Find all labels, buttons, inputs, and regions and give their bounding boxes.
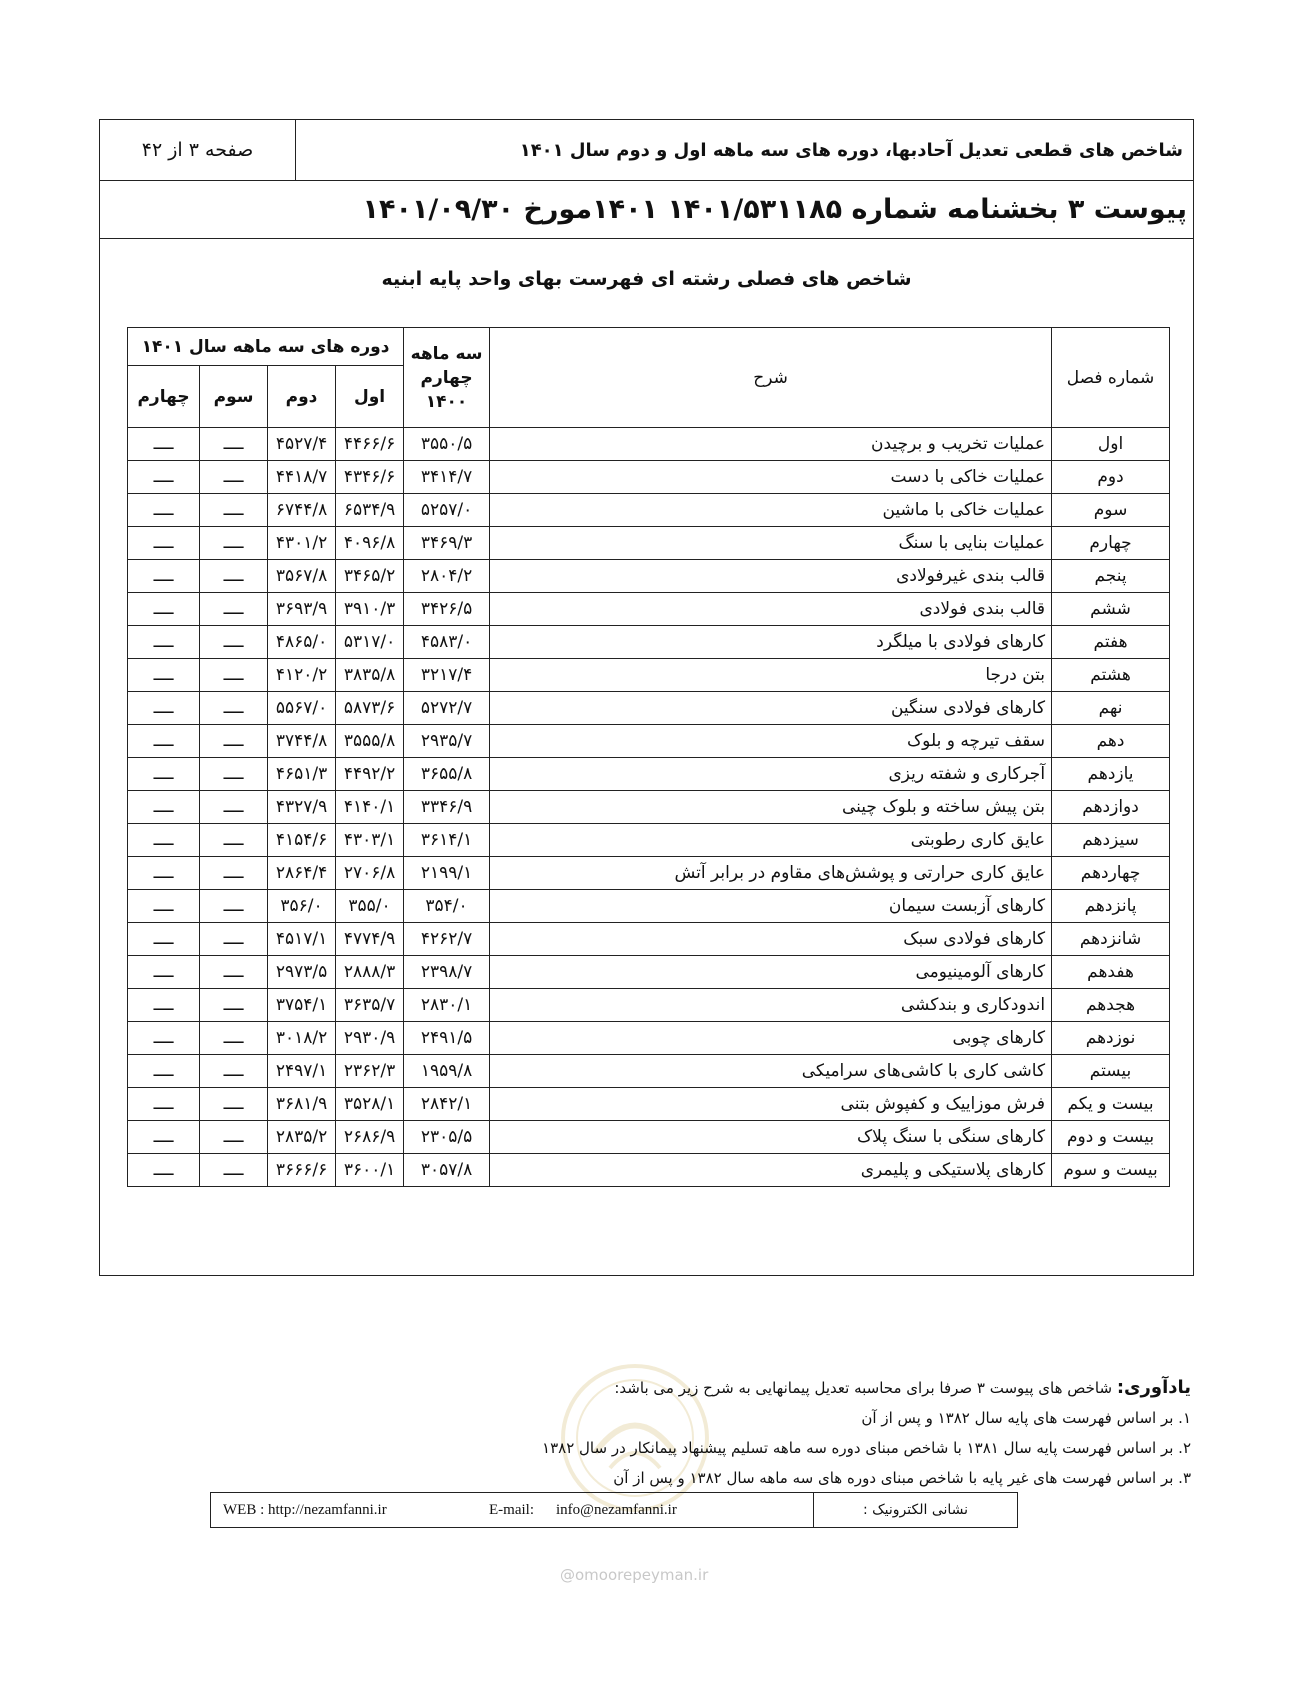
cell-q2: ۲۸۳۵/۲ — [268, 1121, 336, 1154]
cell-chapter: یازدهم — [1052, 758, 1170, 791]
cell-description: عایق کاری حرارتی و پوشش‌های مقاوم در برابر آتش — [490, 857, 1052, 890]
header-chapter: شماره فصل — [1052, 328, 1170, 428]
header-quarter-group: دوره های سه ماهه سال ۱۴۰۱ — [128, 328, 404, 366]
cell-q4: ــــ — [128, 791, 200, 824]
cell-q2: ۳۶۸۱/۹ — [268, 1088, 336, 1121]
cell-q4: ــــ — [128, 890, 200, 923]
cell-base-quarter: ۳۴۲۶/۵ — [404, 593, 490, 626]
cell-chapter: هشتم — [1052, 659, 1170, 692]
header-q1: اول — [336, 366, 404, 428]
cell-q3: ــــ — [200, 593, 268, 626]
contact-email-group — [489, 1493, 677, 1527]
notes-intro: شاخص های پیوست ۳ صرفا برای محاسبه تعدیل پیمانهایی به شرح زیر می باشد: — [614, 1379, 1117, 1397]
cell-q4: ــــ — [128, 923, 200, 956]
cell-description: کارهای پلاستیکی و پلیمری — [490, 1154, 1052, 1187]
cell-q2: ۶۷۴۴/۸ — [268, 494, 336, 527]
cell-q1: ۴۷۷۴/۹ — [336, 923, 404, 956]
cell-base-quarter: ۲۳۰۵/۵ — [404, 1121, 490, 1154]
cell-q2: ۳۷۵۴/۱ — [268, 989, 336, 1022]
cell-description: بتن پیش ساخته و بلوک چینی — [490, 791, 1052, 824]
table-row — [128, 890, 1170, 923]
cell-base-quarter: ۳۴۶۹/۳ — [404, 527, 490, 560]
cell-description: کارهای چوبی — [490, 1022, 1052, 1055]
cell-chapter: چهاردهم — [1052, 857, 1170, 890]
table-caption: شاخص های فصلی رشته ای فهرست بهای واحد پایه ابنیه — [381, 268, 912, 290]
cell-description: اندودکاری و بندکشی — [490, 989, 1052, 1022]
table-row — [128, 1055, 1170, 1088]
cell-q2: ۵۵۶۷/۰ — [268, 692, 336, 725]
cell-q1: ۳۹۱۰/۳ — [336, 593, 404, 626]
header-row — [100, 120, 1193, 181]
cell-q1: ۶۵۳۴/۹ — [336, 494, 404, 527]
table-body — [128, 428, 1170, 1187]
cell-q3: ــــ — [200, 626, 268, 659]
table-row — [128, 1154, 1170, 1187]
cell-description: عملیات تخریب و برچیدن — [490, 428, 1052, 461]
cell-q3: ــــ — [200, 824, 268, 857]
cell-q4: ــــ — [128, 461, 200, 494]
cell-q2: ۲۹۷۳/۵ — [268, 956, 336, 989]
cell-chapter: پنجم — [1052, 560, 1170, 593]
cell-description: کارهای فولادی با میلگرد — [490, 626, 1052, 659]
cell-chapter: اول — [1052, 428, 1170, 461]
table-row — [128, 428, 1170, 461]
cell-base-quarter: ۵۲۷۲/۷ — [404, 692, 490, 725]
subtitle-row — [100, 181, 1193, 239]
cell-q2: ۳۵۶/۰ — [268, 890, 336, 923]
table-row — [128, 692, 1170, 725]
cell-q3: ــــ — [200, 527, 268, 560]
cell-q2: ۴۵۲۷/۴ — [268, 428, 336, 461]
cell-chapter: سوم — [1052, 494, 1170, 527]
cell-base-quarter: ۳۰۵۷/۸ — [404, 1154, 490, 1187]
cell-q3: ــــ — [200, 1022, 268, 1055]
notes-lead: یادآوری: — [1116, 1377, 1191, 1398]
cell-q1: ۴۰۹۶/۸ — [336, 527, 404, 560]
cell-q1: ۲۶۸۶/۹ — [336, 1121, 404, 1154]
cell-chapter: بیست و دوم — [1052, 1121, 1170, 1154]
cell-base-quarter: ۳۴۱۴/۷ — [404, 461, 490, 494]
header-q2: دوم — [268, 366, 336, 428]
cell-q2: ۴۵۱۷/۱ — [268, 923, 336, 956]
cell-q4: ــــ — [128, 1055, 200, 1088]
cell-q3: ــــ — [200, 494, 268, 527]
cell-description: فرش موزاییک و کفپوش بتنی — [490, 1088, 1052, 1121]
cell-base-quarter: ۳۵۵۰/۵ — [404, 428, 490, 461]
cell-base-quarter: ۳۵۴/۰ — [404, 890, 490, 923]
cell-q3: ــــ — [200, 1121, 268, 1154]
note-item-1: ۱. بر اساس فهرست های پایه سال ۱۳۸۲ و پس از آن — [861, 1409, 1191, 1427]
cell-description: قالب بندی غیرفولادی — [490, 560, 1052, 593]
cell-base-quarter: ۳۲۱۷/۴ — [404, 659, 490, 692]
cell-q3: ــــ — [200, 989, 268, 1022]
cell-q3: ــــ — [200, 461, 268, 494]
cell-base-quarter: ۲۴۹۱/۵ — [404, 1022, 490, 1055]
cell-q1: ۲۳۶۲/۳ — [336, 1055, 404, 1088]
cell-q4: ــــ — [128, 626, 200, 659]
cell-q4: ــــ — [128, 1022, 200, 1055]
cell-q1: ۴۳۰۳/۱ — [336, 824, 404, 857]
cell-q4: ــــ — [128, 956, 200, 989]
cell-q2: ۲۴۹۷/۱ — [268, 1055, 336, 1088]
cell-chapter: بیستم — [1052, 1055, 1170, 1088]
header-q4: چهارم — [128, 366, 200, 428]
cell-q4: ــــ — [128, 824, 200, 857]
table-row — [128, 593, 1170, 626]
table-row — [128, 527, 1170, 560]
cell-q2: ۴۴۱۸/۷ — [268, 461, 336, 494]
cell-base-quarter: ۳۶۱۴/۱ — [404, 824, 490, 857]
cell-q4: ــــ — [128, 758, 200, 791]
cell-q3: ــــ — [200, 725, 268, 758]
table-row — [128, 956, 1170, 989]
cell-base-quarter: ۳۳۴۶/۹ — [404, 791, 490, 824]
cell-description: کارهای فولادی سبک — [490, 923, 1052, 956]
cell-q3: ــــ — [200, 1088, 268, 1121]
table-row — [128, 824, 1170, 857]
cell-q1: ۲۸۸۸/۳ — [336, 956, 404, 989]
cell-q2: ۲۸۶۴/۴ — [268, 857, 336, 890]
note-item-2: ۲. بر اساس فهرست پایه سال ۱۳۸۱ با شاخص مبنای دوره سه ماهه تسلیم پیشنهاد پیمانکار در سال ۱۳۸۲ — [542, 1439, 1191, 1457]
table-row — [128, 494, 1170, 527]
cell-q1: ۵۸۷۳/۶ — [336, 692, 404, 725]
cell-description: کارهای سنگی با سنگ پلاک — [490, 1121, 1052, 1154]
cell-q1: ۴۱۴۰/۱ — [336, 791, 404, 824]
cell-base-quarter: ۲۸۳۰/۱ — [404, 989, 490, 1022]
cell-q1: ۴۴۶۶/۶ — [336, 428, 404, 461]
cell-q4: ــــ — [128, 428, 200, 461]
cell-description: کارهای آزبست سیمان — [490, 890, 1052, 923]
cell-q1: ۳۵۲۸/۱ — [336, 1088, 404, 1121]
cell-chapter: دهم — [1052, 725, 1170, 758]
cell-chapter: هجدهم — [1052, 989, 1170, 1022]
cell-chapter: ششم — [1052, 593, 1170, 626]
cell-description: کارهای آلومینیومی — [490, 956, 1052, 989]
cell-q2: ۴۸۶۵/۰ — [268, 626, 336, 659]
cell-q4: ــــ — [128, 593, 200, 626]
cell-base-quarter: ۲۱۹۹/۱ — [404, 857, 490, 890]
table-row — [128, 659, 1170, 692]
cell-q1: ۵۳۱۷/۰ — [336, 626, 404, 659]
index-table — [127, 327, 1170, 1187]
cell-description: عایق کاری رطوبتی — [490, 824, 1052, 857]
cell-q4: ــــ — [128, 1121, 200, 1154]
table-row — [128, 1088, 1170, 1121]
cell-chapter: دوازدهم — [1052, 791, 1170, 824]
cell-q2: ۴۳۲۷/۹ — [268, 791, 336, 824]
cell-description: عملیات بنایی با سنگ — [490, 527, 1052, 560]
header-base-quarter: سه ماهه چهارم ۱۴۰۰ — [404, 328, 490, 428]
cell-chapter: بیست و یکم — [1052, 1088, 1170, 1121]
cell-q4: ــــ — [128, 725, 200, 758]
contact-label: نشانی الکترونیک : — [813, 1493, 1017, 1527]
cell-q4: ــــ — [128, 494, 200, 527]
cell-q4: ــــ — [128, 1154, 200, 1187]
cell-q1: ۳۶۳۵/۷ — [336, 989, 404, 1022]
cell-q1: ۳۶۰۰/۱ — [336, 1154, 404, 1187]
email-link[interactable]: info@nezamfanni.ir — [556, 1501, 677, 1518]
cell-q3: ــــ — [200, 758, 268, 791]
web-link[interactable]: WEB : http://nezamfanni.ir — [223, 1501, 387, 1518]
cell-q2: ۳۰۱۸/۲ — [268, 1022, 336, 1055]
table-row — [128, 758, 1170, 791]
cell-description: سقف تیرچه و بلوک — [490, 725, 1052, 758]
header-title: شاخص های قطعی تعدیل آحادبها، دوره های سه ماهه اول و دوم سال ۱۴۰۱ — [519, 139, 1183, 161]
cell-q2: ۴۱۲۰/۲ — [268, 659, 336, 692]
cell-base-quarter: ۱۹۵۹/۸ — [404, 1055, 490, 1088]
cell-q1: ۴۴۹۲/۲ — [336, 758, 404, 791]
table-row — [128, 725, 1170, 758]
table-row — [128, 1121, 1170, 1154]
cell-description: آجرکاری و شفته ریزی — [490, 758, 1052, 791]
cell-description: کارهای فولادی سنگین — [490, 692, 1052, 725]
notes-intro-line — [431, 1373, 1191, 1403]
cell-q3: ــــ — [200, 560, 268, 593]
cell-chapter: سیزدهم — [1052, 824, 1170, 857]
table-row — [128, 626, 1170, 659]
cell-q3: ــــ — [200, 659, 268, 692]
cell-chapter: نوزدهم — [1052, 1022, 1170, 1055]
cell-q3: ــــ — [200, 692, 268, 725]
cell-description: عملیات خاکی با دست — [490, 461, 1052, 494]
cell-q1: ۳۵۵۵/۸ — [336, 725, 404, 758]
cell-q4: ــــ — [128, 692, 200, 725]
cell-q4: ــــ — [128, 659, 200, 692]
cell-q4: ــــ — [128, 1088, 200, 1121]
cell-q1: ۳۸۳۵/۸ — [336, 659, 404, 692]
cell-q4: ــــ — [128, 527, 200, 560]
cell-q3: ــــ — [200, 956, 268, 989]
cell-chapter: هفتم — [1052, 626, 1170, 659]
cell-chapter: دوم — [1052, 461, 1170, 494]
cell-description: بتن درجا — [490, 659, 1052, 692]
cell-q4: ــــ — [128, 989, 200, 1022]
cell-base-quarter: ۲۸۰۴/۲ — [404, 560, 490, 593]
cell-q1: ۳۴۶۵/۲ — [336, 560, 404, 593]
cell-chapter: شانزدهم — [1052, 923, 1170, 956]
table-row — [128, 857, 1170, 890]
cell-q1: ۲۹۳۰/۹ — [336, 1022, 404, 1055]
cell-base-quarter: ۵۲۵۷/۰ — [404, 494, 490, 527]
cell-q2: ۴۶۵۱/۳ — [268, 758, 336, 791]
cell-q1: ۳۵۵/۰ — [336, 890, 404, 923]
cell-chapter: نهم — [1052, 692, 1170, 725]
cell-chapter: بیست و سوم — [1052, 1154, 1170, 1187]
cell-chapter: پانزدهم — [1052, 890, 1170, 923]
cell-q3: ــــ — [200, 791, 268, 824]
contact-box — [210, 1492, 1018, 1528]
cell-q3: ــــ — [200, 1154, 268, 1187]
cell-q2: ۳۶۶۶/۶ — [268, 1154, 336, 1187]
cell-base-quarter: ۲۹۳۵/۷ — [404, 725, 490, 758]
cell-chapter: چهارم — [1052, 527, 1170, 560]
email-label: E-mail: — [489, 1501, 534, 1518]
page-number: صفحه ۳ از ۴۲ — [100, 120, 296, 180]
cell-q3: ــــ — [200, 1055, 268, 1088]
cell-q4: ــــ — [128, 560, 200, 593]
cell-q4: ــــ — [128, 857, 200, 890]
cell-q2: ۴۳۰۱/۲ — [268, 527, 336, 560]
cell-q3: ــــ — [200, 890, 268, 923]
table-row — [128, 560, 1170, 593]
cell-description: قالب بندی فولادی — [490, 593, 1052, 626]
table-row — [128, 461, 1170, 494]
cell-chapter: هفدهم — [1052, 956, 1170, 989]
table-row — [128, 923, 1170, 956]
cell-q1: ۴۳۴۶/۶ — [336, 461, 404, 494]
cell-description: کاشی کاری با کاشی‌های سرامیکی — [490, 1055, 1052, 1088]
cell-q3: ــــ — [200, 857, 268, 890]
header-description: شرح — [490, 328, 1052, 428]
cell-q2: ۴۱۵۴/۶ — [268, 824, 336, 857]
cell-base-quarter: ۳۶۵۵/۸ — [404, 758, 490, 791]
note-item-3: ۳. بر اساس فهرست های غیر پایه با شاخص مبنای دوره های سه ماهه سال ۱۳۸۲ و پس از آن — [613, 1469, 1191, 1487]
table-row — [128, 791, 1170, 824]
cell-base-quarter: ۴۵۸۳/۰ — [404, 626, 490, 659]
cell-base-quarter: ۴۲۶۲/۷ — [404, 923, 490, 956]
cell-base-quarter: ۲۳۹۸/۷ — [404, 956, 490, 989]
cell-q3: ــــ — [200, 428, 268, 461]
cell-q2: ۳۶۹۳/۹ — [268, 593, 336, 626]
cell-q3: ــــ — [200, 923, 268, 956]
cell-q1: ۲۷۰۶/۸ — [336, 857, 404, 890]
header-q3: سوم — [200, 366, 268, 428]
table-row — [128, 1022, 1170, 1055]
notes-section — [431, 1373, 1191, 1493]
document-subtitle: پیوست ۳ بخشنامه شماره ۱۴۰۱/۵۳۱۱۸۵ ۱۴۰۱مورخ ۱۴۰۱/۰۹/۳۰ — [362, 194, 1187, 225]
cell-base-quarter: ۲۸۴۲/۱ — [404, 1088, 490, 1121]
site-watermark: @omoorepeyman.ir — [560, 1566, 709, 1584]
table-row — [128, 989, 1170, 1022]
page-frame — [99, 119, 1194, 1276]
cell-q2: ۳۵۶۷/۸ — [268, 560, 336, 593]
cell-description: عملیات خاکی با ماشین — [490, 494, 1052, 527]
cell-q2: ۳۷۴۴/۸ — [268, 725, 336, 758]
